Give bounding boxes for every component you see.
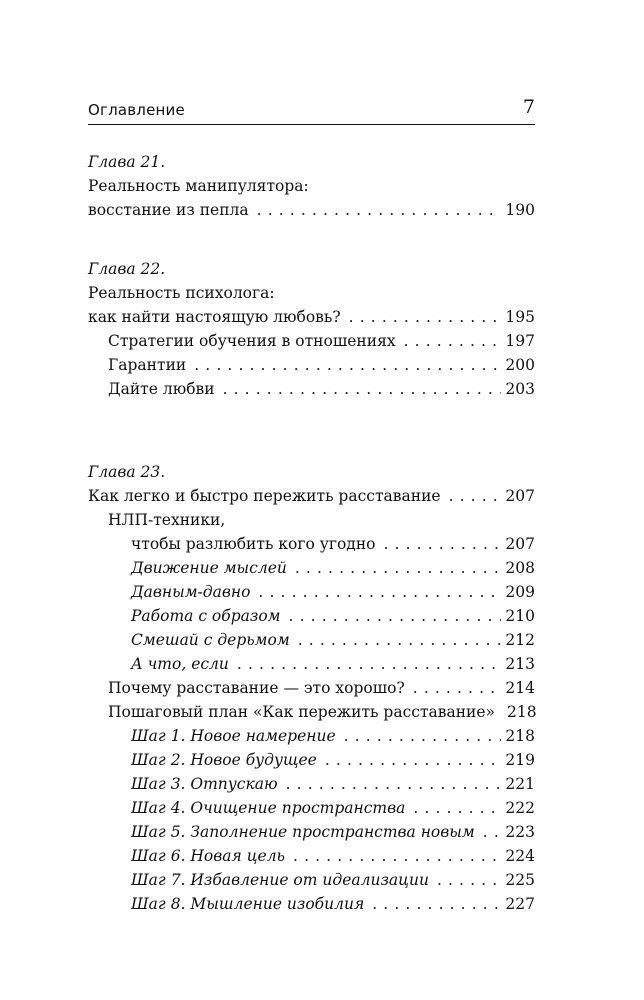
toc-entry (88, 377, 535, 401)
toc-entry-text: Движение мыслей (131, 559, 287, 577)
dot-leader (372, 892, 501, 916)
toc-entry-step (88, 844, 535, 868)
toc-entry-step (88, 868, 535, 892)
dot-leader (223, 377, 502, 401)
dot-leader (404, 329, 502, 353)
toc-page-number: 218 (505, 727, 535, 745)
toc-entry-text: как найти настоящую любовь? (88, 308, 341, 326)
dot-leader (349, 305, 502, 329)
dot-leader (258, 580, 501, 604)
toc-entry-step (88, 748, 535, 772)
toc-entry-step (88, 892, 535, 916)
chapter-22-title-line1: Реальность психолога: (88, 284, 275, 302)
toc-entry-step (88, 724, 535, 748)
toc-entry-text: Шаг 7. Избавление от идеализации (131, 871, 429, 889)
dot-leader (295, 556, 502, 580)
toc-entry-chapter-21 (88, 198, 535, 222)
toc-entry (88, 556, 535, 580)
dot-leader (194, 353, 501, 377)
toc-page-number: 224 (505, 847, 535, 865)
toc-page-number: 207 (505, 535, 535, 553)
dot-leader (237, 652, 502, 676)
toc-entry-text: Шаг 2. Новое будущее (131, 751, 317, 769)
dot-leader (289, 604, 502, 628)
toc-page-number: 219 (505, 751, 535, 769)
dot-leader (257, 198, 502, 222)
running-header (88, 96, 535, 125)
toc-entry-text: Шаг 5. Заполнение пространства новым (131, 823, 475, 841)
toc-entry (88, 353, 535, 377)
table-of-contents (88, 150, 535, 916)
toc-entry-text: Пошаговый план «Как пережить расставание» (108, 703, 496, 721)
toc-page-number: 207 (505, 487, 535, 505)
toc-entry-step (88, 796, 535, 820)
toc-page-number: 210 (505, 607, 535, 625)
chapter-23-label: Глава 23. (88, 463, 166, 481)
toc-page-number: 190 (505, 201, 535, 219)
toc-entry (88, 604, 535, 628)
toc-entry (88, 580, 535, 604)
header-title: Оглавление (88, 101, 185, 119)
toc-entry-text: чтобы разлюбить кого угодно (131, 535, 376, 553)
toc-page-number: 222 (505, 799, 535, 817)
toc-entry (88, 628, 535, 652)
dot-leader (293, 844, 501, 868)
toc-entry-text: Шаг 3. Отпускаю (131, 775, 278, 793)
chapter-22-label: Глава 22. (88, 260, 166, 278)
toc-page-number: 197 (505, 332, 535, 350)
toc-entry-text: Стратегии обучения в отношениях (108, 332, 396, 350)
toc-page-number: 221 (505, 775, 535, 793)
toc-page-number: 214 (505, 679, 535, 697)
toc-entry-chapter-23 (88, 484, 535, 508)
toc-page-number: 208 (505, 559, 535, 577)
dot-leader (286, 772, 502, 796)
toc-entry-text: Давным-давно (131, 583, 251, 601)
toc-entry-text: восстание из пепла (88, 201, 249, 219)
toc-entry-text: Смешай с дерьмом (131, 631, 290, 649)
toc-page-number: 200 (505, 356, 535, 374)
toc-entry (88, 329, 535, 353)
toc-page-number: 225 (505, 871, 535, 889)
dot-leader (344, 724, 502, 748)
toc-entry-step (88, 772, 535, 796)
dot-leader (413, 676, 502, 700)
dot-leader (413, 796, 501, 820)
toc-page-number: 195 (505, 308, 535, 326)
dot-leader (449, 484, 502, 508)
toc-entry-text: Дайте любви (108, 380, 215, 398)
header-page-number: 7 (522, 96, 535, 118)
toc-entry (88, 652, 535, 676)
toc-entry-text: Гарантии (108, 356, 187, 374)
toc-entry-text: Шаг 6. Новая цель (131, 847, 286, 865)
dot-leader (384, 532, 502, 556)
toc-entry-text: Шаг 8. Мышление изобилия (131, 895, 365, 913)
toc-entry-chapter-22 (88, 305, 535, 329)
toc-entry-text: Шаг 4. Очищение пространства (131, 799, 406, 817)
toc-page-number: 203 (505, 380, 535, 398)
toc-entry (88, 700, 535, 724)
toc-entry-text: Почему расставание — это хорошо? (108, 679, 405, 697)
toc-page-number: 223 (505, 823, 535, 841)
toc-entry (88, 676, 535, 700)
nlp-section-line1: НЛП-техники, (108, 511, 226, 529)
toc-entry-step (88, 820, 535, 844)
toc-entry-text: Работа с образом (131, 607, 281, 625)
toc-entry-text: Шаг 1. Новое намерение (131, 727, 336, 745)
toc-page-number: 209 (505, 583, 535, 601)
toc-page-number: 212 (505, 631, 535, 649)
dot-leader (483, 820, 502, 844)
chapter-21-label: Глава 21. (88, 153, 166, 171)
chapter-21-title-line1: Реальность манипулятора: (88, 177, 309, 195)
toc-entry-text: А что, если (131, 655, 229, 673)
toc-entry-nlp (88, 532, 535, 556)
toc-page-number: 227 (505, 895, 535, 913)
toc-page-number: 218 (507, 703, 537, 721)
toc-page-number: 213 (505, 655, 535, 673)
dot-leader (437, 868, 501, 892)
dot-leader (325, 748, 502, 772)
dot-leader (298, 628, 502, 652)
toc-entry-text: Как легко и быстро пережить расставание (88, 487, 441, 505)
